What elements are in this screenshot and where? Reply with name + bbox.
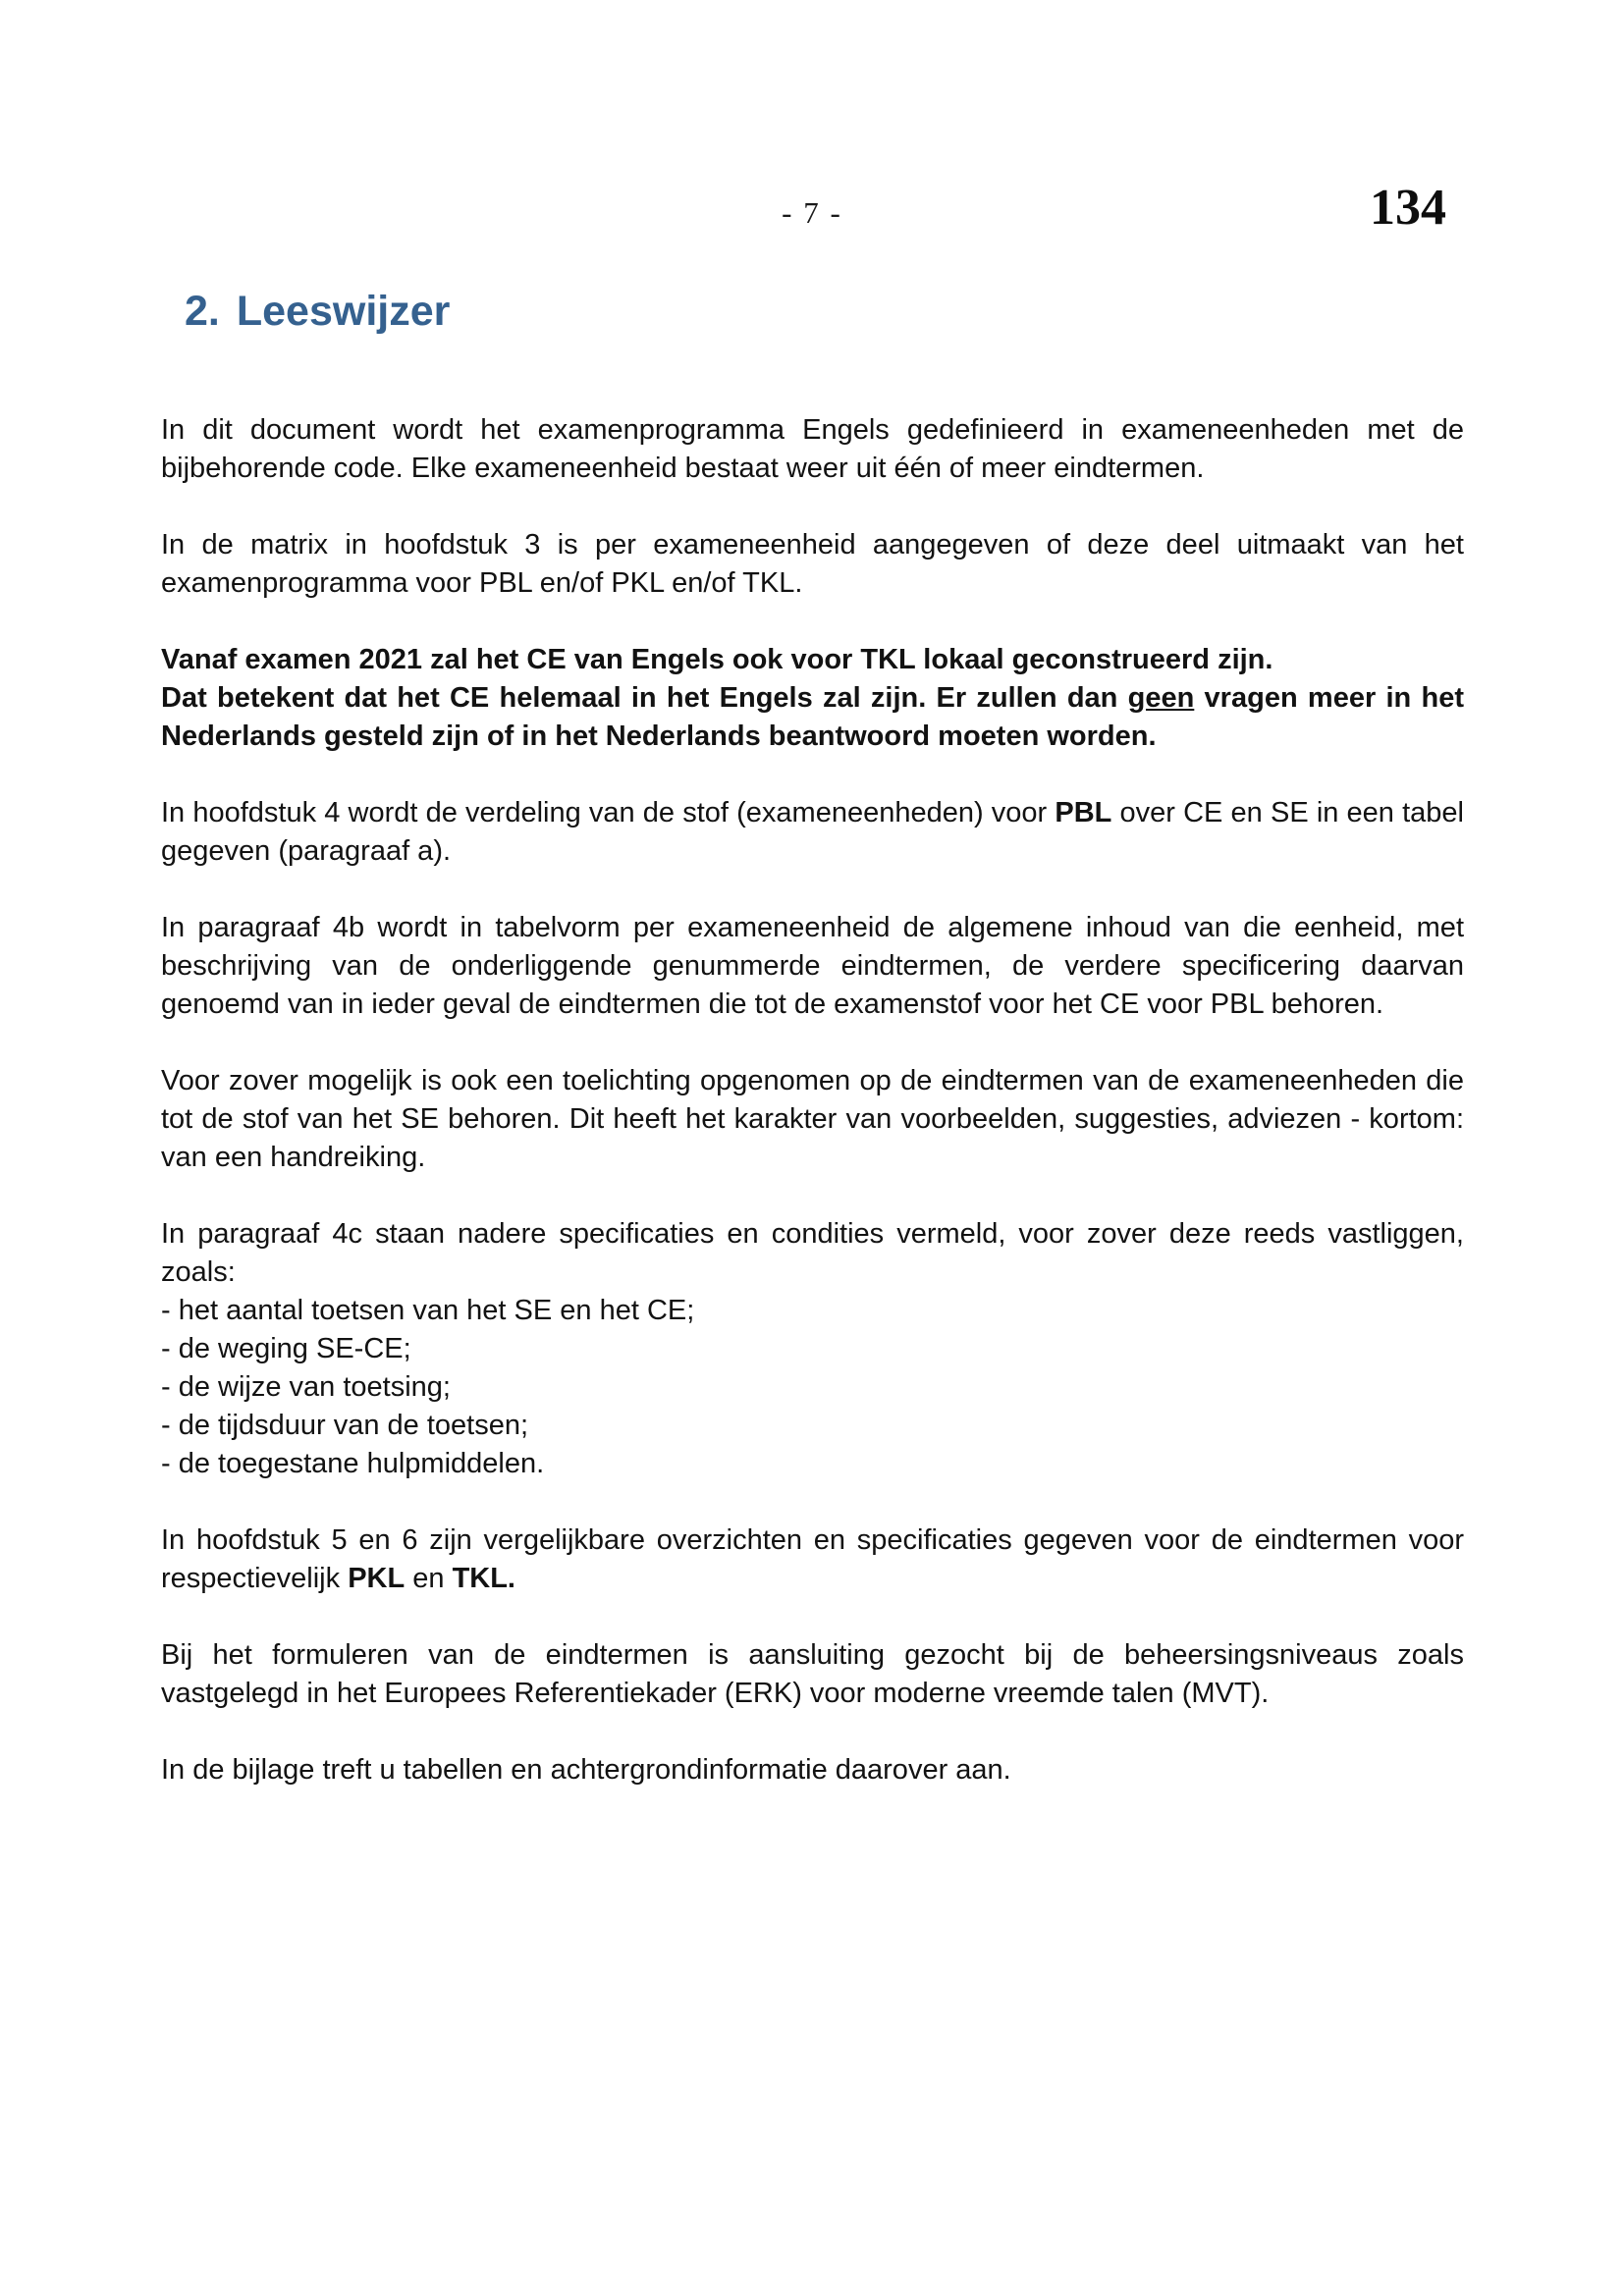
- paragraph-paragraaf-4c-intro: In paragraaf 4c staan nadere specificaties en condities vermeld, voor zover deze reeds vastliggen, zoals:: [161, 1218, 1464, 1288]
- paragraph-hoofdstuk5-6: [161, 1522, 1464, 1598]
- paragraph-bijlage: In de bijlage treft u tabellen en achtergrondinformatie daarover aan.: [161, 1754, 1011, 1786]
- paragraph-examen-2021-geen-underlined: geen: [1127, 682, 1195, 714]
- list-item: - de wijze van toetsing;: [161, 1371, 451, 1403]
- list-item: - de toegestane hulpmiddelen.: [161, 1448, 545, 1479]
- specificaties-list: [161, 1292, 1464, 1483]
- paragraph-hoofdstuk5-6-middle: en: [405, 1563, 453, 1594]
- stamp-page-number: 134: [1370, 180, 1446, 236]
- paragraph-hoofdstuk4-after: over CE en SE in een tabel gegeven (paragraaf a).: [161, 797, 1464, 867]
- section-heading-title: Leeswijzer: [236, 288, 451, 335]
- paragraph-hoofdstuk4: [161, 794, 1464, 871]
- section-heading-number: 2.: [185, 288, 220, 335]
- list-item: - het aantal toetsen van het SE en het CE;: [161, 1295, 695, 1326]
- paragraph-matrix-hoofdstuk3: In de matrix in hoofdstuk 3 is per exameneenheid aangegeven of deze deel uitmaakt van het examenprogramma voor PBL en/of PKL en/of TKL.: [161, 529, 1464, 599]
- paragraph-examen-2021-line2-before: Dat betekent dat het CE helemaal in het Engels zal zijn. Er zullen dan: [161, 682, 1128, 714]
- paragraph-examen-2021-line2-after: vragen meer in het Nederlands gesteld zijn of in het Nederlands beantwoord moeten worden.: [161, 682, 1464, 752]
- list-item: - de weging SE-CE;: [161, 1333, 411, 1364]
- body-content: [161, 288, 1464, 1828]
- paragraph-examen-2021: [161, 641, 1464, 756]
- paragraph-hoofdstuk5-6-pkl-bold: PKL: [348, 1563, 406, 1594]
- paragraph-intro-document: In dit document wordt het examenprogramma Engels gedefinieerd in exameneenheden met de bijbehorende code. Elke exameneenheid bestaat weer uit één of meer eindtermen.: [161, 414, 1464, 484]
- paragraph-hoofdstuk4-pbl-bold: PBL: [1055, 797, 1112, 828]
- section-heading: [185, 288, 1464, 335]
- paragraph-hoofdstuk4-before: In hoofdstuk 4 wordt de verdeling van de stof (exameneenheden) voor: [161, 797, 1056, 828]
- header-page-number: - 7 -: [782, 195, 842, 230]
- paragraph-toelichting-se: Voor zover mogelijk is ook een toelichting opgenomen op de eindtermen van de exameneenheden die tot de stof van het SE behoren. Dit heeft het karakter van voorbeelden, suggesties, adviezen - kortom: van een handreiking.: [161, 1065, 1464, 1173]
- list-item: - de tijdsduur van de toetsen;: [161, 1410, 529, 1441]
- paragraph-examen-2021-line1: Vanaf examen 2021 zal het CE van Engels ook voor TKL lokaal geconstrueerd zijn.: [161, 644, 1273, 675]
- paragraph-hoofdstuk5-6-before: In hoofdstuk 5 en 6 zijn vergelijkbare overzichten en specificaties gegeven voor de eindtermen voor respectievelijk: [161, 1524, 1464, 1594]
- paragraph-erk: Bij het formuleren van de eindtermen is aansluiting gezocht bij de beheersingsniveaus zoals vastgelegd in het Europees Referentiekader (ERK) voor moderne vreemde talen (MVT).: [161, 1639, 1464, 1709]
- paragraph-paragraaf-4b: In paragraaf 4b wordt in tabelvorm per exameneenheid de algemene inhoud van die eenheid, met beschrijving van de onderliggende genummerde eindtermen, de verdere specificering daarvan genoemd van in ieder geval de eindtermen die tot de examenstof voor het CE voor PBL behoren.: [161, 912, 1464, 1020]
- paragraph-hoofdstuk5-6-tkl-bold: TKL.: [452, 1563, 515, 1594]
